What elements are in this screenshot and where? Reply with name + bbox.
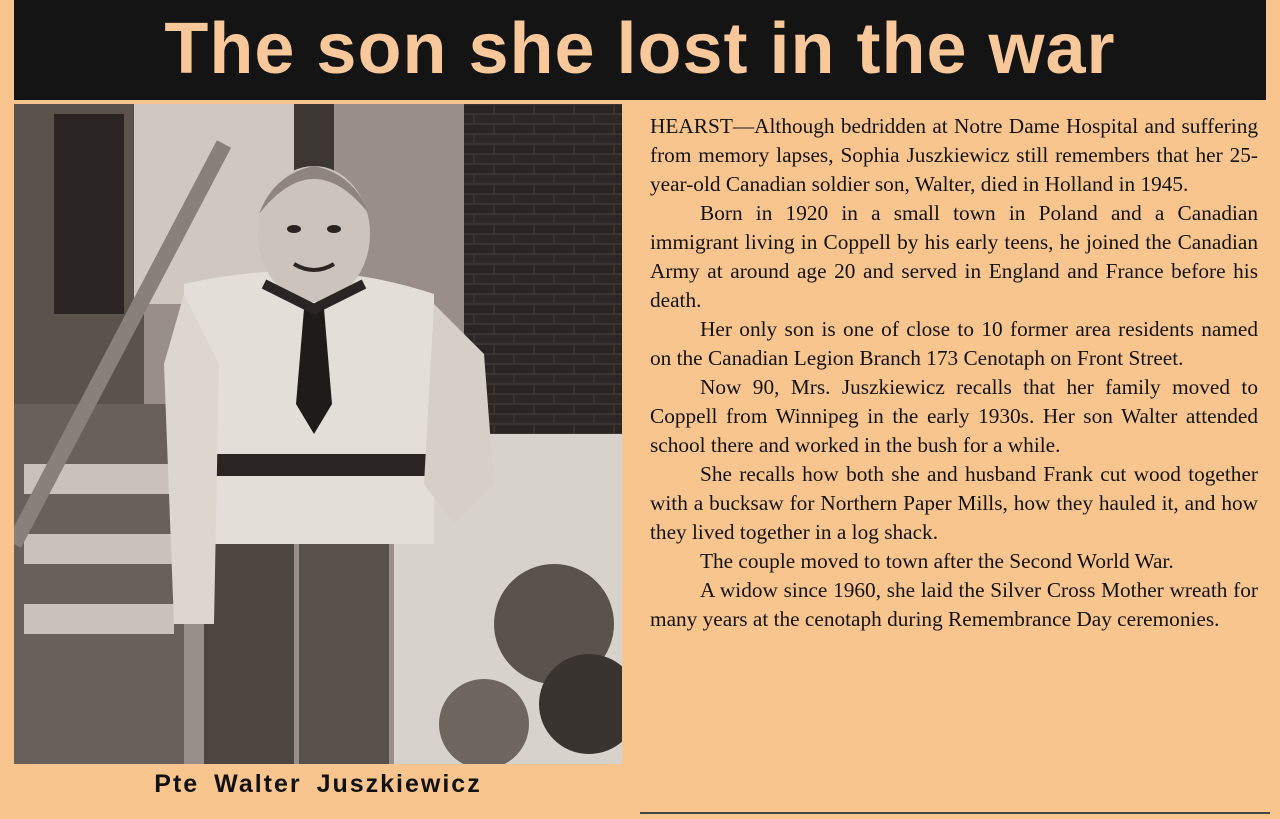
article-paragraph: The couple moved to town after the Second World War. [700,549,1174,573]
article-paragraph: Her only son is one of close to 10 former area residents named on the Canadian Legion Branch 173 Cenotaph on Front Street. [650,317,1258,370]
article-paragraph: A widow since 1960, she laid the Silver Cross Mother wreath for many years at the cenotaph during Remembrance Day ceremonies. [650,578,1258,631]
article-paragraph: Now 90, Mrs. Juszkiewicz recalls that her family moved to Coppell from Winnipeg in the early 1930s. Her son Walter attended school there and worked in the bush for a while. [650,375,1258,457]
photo-illustration [14,104,622,764]
headline-bar [14,0,1266,100]
article-paragraph: She recalls how both she and husband Frank cut wood together with a bucksaw for Northern Paper Mills, how they hauled it, and how they lived together in a log shack. [650,462,1258,544]
article-body [650,112,1258,634]
article-paragraph: Born in 1920 in a small town in Poland and a Canadian immigrant living in Coppell by his early teens, he joined the Canadian Army at around age 20 and served in England and France before his death. [650,201,1258,312]
headline: The son she lost in the war [164,9,1116,89]
bottom-rule [640,812,1270,814]
photo-of-soldier [14,104,622,764]
photo-caption: Pte Walter Juszkiewicz [154,770,482,798]
article-paragraph: HEARST—Although bedridden at Notre Dame Hospital and suffering from memory lapses, Sophia Juszkiewicz still remembers that her 25-year-old Canadian soldier son, Walter, died in Holland in 1945. [650,114,1258,196]
